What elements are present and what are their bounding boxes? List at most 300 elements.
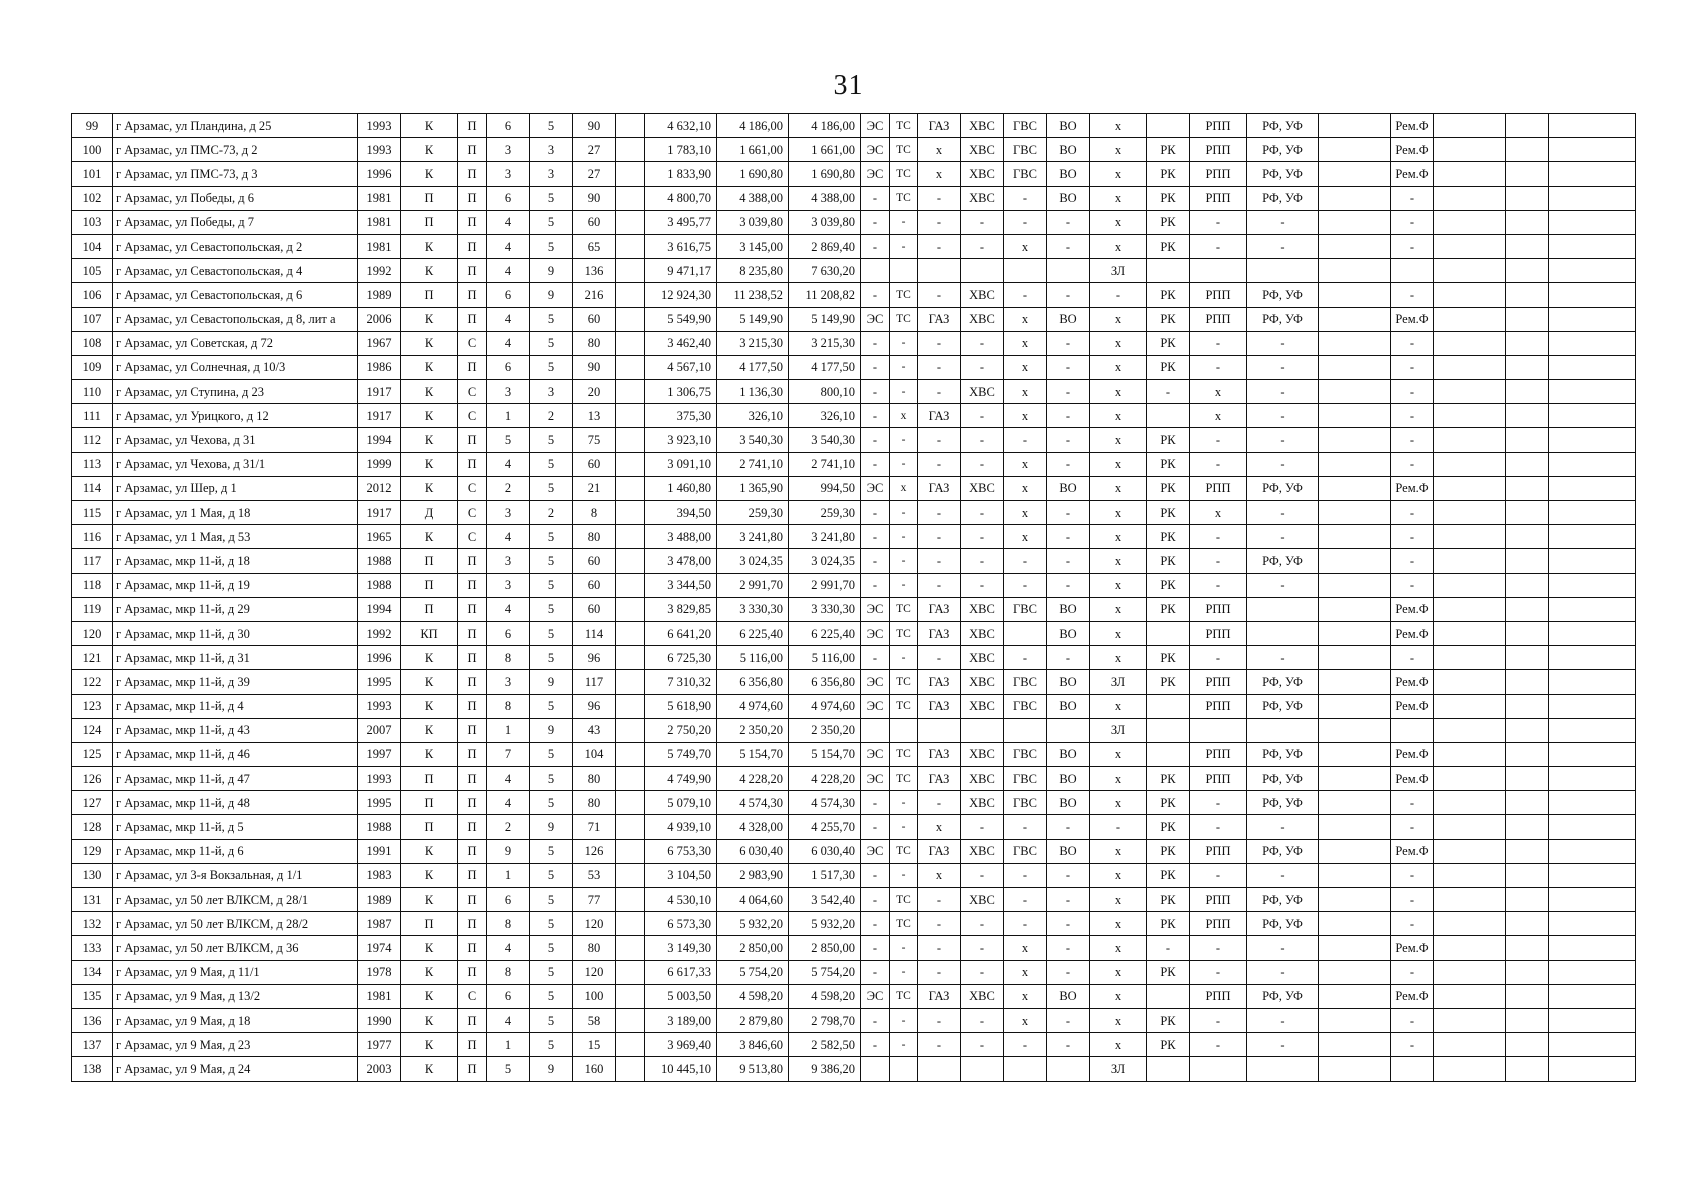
cell-c24 xyxy=(1434,162,1506,186)
cell-c6: 5 xyxy=(530,984,573,1008)
cell-rf: - xyxy=(1247,960,1319,984)
cell-area_3: 7 630,20 xyxy=(789,259,861,283)
cell-area_2: 9 513,80 xyxy=(717,1057,789,1081)
cell-c6: 5 xyxy=(530,863,573,887)
table-row xyxy=(72,259,1636,283)
cell-area_total: 4 567,10 xyxy=(645,355,717,379)
cell-c22 xyxy=(1319,331,1391,355)
cell-c6: 5 xyxy=(530,355,573,379)
table-row xyxy=(72,621,1636,645)
cell-rem: Рем.Ф xyxy=(1391,670,1434,694)
cell-rem: - xyxy=(1391,863,1434,887)
cell-gaz: - xyxy=(918,452,961,476)
cell-c4: П xyxy=(458,646,487,670)
cell-rk xyxy=(1147,259,1190,283)
cell-c26 xyxy=(1549,984,1636,1008)
cell-no: 99 xyxy=(72,114,113,138)
cell-es: - xyxy=(861,234,890,258)
cell-area_2: 4 974,60 xyxy=(717,694,789,718)
cell-c25 xyxy=(1506,742,1549,766)
cell-c24 xyxy=(1434,888,1506,912)
cell-vo xyxy=(1047,259,1090,283)
cell-gaz: - xyxy=(918,1008,961,1032)
cell-es: - xyxy=(861,888,890,912)
cell-area_2: 4 177,50 xyxy=(717,355,789,379)
cell-address: г Арзамас, ул Севастопольская, д 2 xyxy=(113,234,358,258)
cell-year: 1993 xyxy=(358,694,401,718)
cell-rem xyxy=(1391,259,1434,283)
cell-no: 136 xyxy=(72,1008,113,1032)
cell-vo: - xyxy=(1047,404,1090,428)
cell-area_total: 3 091,10 xyxy=(645,452,717,476)
cell-rf: РФ, УФ xyxy=(1247,114,1319,138)
cell-area_3: 2 798,70 xyxy=(789,1008,861,1032)
cell-area_3: 3 330,30 xyxy=(789,597,861,621)
cell-c24 xyxy=(1434,549,1506,573)
cell-hvs: ХВС xyxy=(961,839,1004,863)
cell-hvs: ХВС xyxy=(961,283,1004,307)
cell-area_3: 5 116,00 xyxy=(789,646,861,670)
cell-c6: 5 xyxy=(530,839,573,863)
cell-gaz: х xyxy=(918,863,961,887)
cell-c25 xyxy=(1506,888,1549,912)
cell-rf: РФ, УФ xyxy=(1247,984,1319,1008)
cell-vo: - xyxy=(1047,331,1090,355)
cell-rem: Рем.Ф xyxy=(1391,138,1434,162)
cell-area_2: 5 149,90 xyxy=(717,307,789,331)
cell-rpp: РПП xyxy=(1190,621,1247,645)
cell-vo: - xyxy=(1047,428,1090,452)
cell-c24 xyxy=(1434,791,1506,815)
cell-area_3: 5 154,70 xyxy=(789,742,861,766)
cell-no: 108 xyxy=(72,331,113,355)
cell-address: г Арзамас, ул 9 Мая, д 11/1 xyxy=(113,960,358,984)
cell-c4: П xyxy=(458,210,487,234)
cell-c5: 3 xyxy=(487,573,530,597)
cell-c8 xyxy=(616,742,645,766)
cell-ts: - xyxy=(890,380,918,404)
cell-c22 xyxy=(1319,670,1391,694)
cell-m: х xyxy=(1090,791,1147,815)
cell-address: г Арзамас, ул Севастопольская, д 4 xyxy=(113,259,358,283)
cell-area_3: 3 039,80 xyxy=(789,210,861,234)
cell-c5: 8 xyxy=(487,960,530,984)
table-row xyxy=(72,936,1636,960)
table-row xyxy=(72,767,1636,791)
cell-no: 103 xyxy=(72,210,113,234)
cell-es: ЭС xyxy=(861,597,890,621)
cell-area_3: 9 386,20 xyxy=(789,1057,861,1081)
cell-c22 xyxy=(1319,428,1391,452)
cell-year: 1978 xyxy=(358,960,401,984)
cell-ts: - xyxy=(890,815,918,839)
cell-c22 xyxy=(1319,501,1391,525)
cell-c3: К xyxy=(401,1033,458,1057)
cell-c25 xyxy=(1506,380,1549,404)
cell-area_total: 10 445,10 xyxy=(645,1057,717,1081)
cell-rem: Рем.Ф xyxy=(1391,767,1434,791)
cell-rem: Рем.Ф xyxy=(1391,597,1434,621)
cell-no: 132 xyxy=(72,912,113,936)
cell-c4: П xyxy=(458,186,487,210)
cell-area_3: 5 932,20 xyxy=(789,912,861,936)
cell-c7: 71 xyxy=(573,815,616,839)
cell-area_3: 4 255,70 xyxy=(789,815,861,839)
cell-c6: 5 xyxy=(530,791,573,815)
cell-area_total: 7 310,32 xyxy=(645,670,717,694)
cell-rpp: - xyxy=(1190,791,1247,815)
table-row xyxy=(72,210,1636,234)
cell-hvs: - xyxy=(961,1033,1004,1057)
cell-m: х xyxy=(1090,452,1147,476)
cell-c26 xyxy=(1549,307,1636,331)
cell-m: х xyxy=(1090,525,1147,549)
cell-c3: КП xyxy=(401,621,458,645)
cell-m: х xyxy=(1090,210,1147,234)
cell-c25 xyxy=(1506,912,1549,936)
cell-c8 xyxy=(616,936,645,960)
cell-rf: РФ, УФ xyxy=(1247,549,1319,573)
cell-c3: П xyxy=(401,767,458,791)
table-row xyxy=(72,380,1636,404)
cell-c4: С xyxy=(458,380,487,404)
cell-c25 xyxy=(1506,452,1549,476)
cell-area_2: 3 145,00 xyxy=(717,234,789,258)
cell-c8 xyxy=(616,984,645,1008)
cell-area_2: 3 330,30 xyxy=(717,597,789,621)
cell-es xyxy=(861,1057,890,1081)
table-row xyxy=(72,791,1636,815)
cell-c7: 80 xyxy=(573,331,616,355)
cell-area_2: 5 116,00 xyxy=(717,646,789,670)
cell-c5: 5 xyxy=(487,428,530,452)
cell-area_3: 326,10 xyxy=(789,404,861,428)
cell-c25 xyxy=(1506,525,1549,549)
cell-rem: - xyxy=(1391,525,1434,549)
cell-c3: К xyxy=(401,1057,458,1081)
cell-rpp: РПП xyxy=(1190,888,1247,912)
cell-c3: К xyxy=(401,404,458,428)
cell-year: 1917 xyxy=(358,501,401,525)
cell-c5: 1 xyxy=(487,404,530,428)
cell-area_3: 3 542,40 xyxy=(789,888,861,912)
cell-ts: ТС xyxy=(890,694,918,718)
cell-c22 xyxy=(1319,912,1391,936)
cell-c8 xyxy=(616,355,645,379)
cell-c25 xyxy=(1506,186,1549,210)
cell-c4: С xyxy=(458,525,487,549)
cell-es: ЭС xyxy=(861,670,890,694)
cell-hvs: - xyxy=(961,960,1004,984)
cell-c3: П xyxy=(401,791,458,815)
cell-c6: 9 xyxy=(530,283,573,307)
cell-c3: К xyxy=(401,162,458,186)
cell-address: г Арзамас, ул Пландина, д 25 xyxy=(113,114,358,138)
cell-vo: - xyxy=(1047,936,1090,960)
cell-c24 xyxy=(1434,210,1506,234)
cell-gaz: - xyxy=(918,210,961,234)
cell-c7: 20 xyxy=(573,380,616,404)
cell-m: х xyxy=(1090,1033,1147,1057)
cell-c25 xyxy=(1506,114,1549,138)
cell-address: г Арзамас, ул 3-я Вокзальная, д 1/1 xyxy=(113,863,358,887)
cell-area_total: 5 618,90 xyxy=(645,694,717,718)
cell-c26 xyxy=(1549,404,1636,428)
cell-c7: 96 xyxy=(573,646,616,670)
cell-address: г Арзамас, ул Чехова, д 31/1 xyxy=(113,452,358,476)
cell-c8 xyxy=(616,307,645,331)
cell-area_total: 12 924,30 xyxy=(645,283,717,307)
cell-c4: С xyxy=(458,501,487,525)
cell-c26 xyxy=(1549,888,1636,912)
cell-c26 xyxy=(1549,694,1636,718)
cell-c4: С xyxy=(458,331,487,355)
table-row xyxy=(72,597,1636,621)
cell-c3: К xyxy=(401,839,458,863)
cell-c8 xyxy=(616,476,645,500)
cell-c3: К xyxy=(401,355,458,379)
cell-c8 xyxy=(616,1008,645,1032)
cell-c7: 27 xyxy=(573,138,616,162)
cell-rk xyxy=(1147,718,1190,742)
cell-vo: - xyxy=(1047,573,1090,597)
cell-rem: Рем.Ф xyxy=(1391,694,1434,718)
cell-c3: К xyxy=(401,307,458,331)
cell-c22 xyxy=(1319,1057,1391,1081)
table-row xyxy=(72,162,1636,186)
cell-ts xyxy=(890,259,918,283)
cell-vo: ВО xyxy=(1047,670,1090,694)
cell-area_total: 3 344,50 xyxy=(645,573,717,597)
cell-rpp: - xyxy=(1190,646,1247,670)
cell-hvs: ХВС xyxy=(961,646,1004,670)
cell-gaz: ГАЗ xyxy=(918,597,961,621)
cell-c4: П xyxy=(458,815,487,839)
cell-rk: РК xyxy=(1147,863,1190,887)
cell-year: 1999 xyxy=(358,452,401,476)
table-row xyxy=(72,331,1636,355)
cell-rf: РФ, УФ xyxy=(1247,912,1319,936)
cell-c8 xyxy=(616,501,645,525)
cell-area_total: 3 829,85 xyxy=(645,597,717,621)
cell-year: 1981 xyxy=(358,210,401,234)
cell-gaz: х xyxy=(918,815,961,839)
cell-no: 105 xyxy=(72,259,113,283)
table-row xyxy=(72,501,1636,525)
cell-es: - xyxy=(861,912,890,936)
cell-rpp: - xyxy=(1190,525,1247,549)
cell-rk: РК xyxy=(1147,670,1190,694)
cell-year: 1991 xyxy=(358,839,401,863)
cell-hvs: - xyxy=(961,863,1004,887)
cell-c5: 4 xyxy=(487,234,530,258)
cell-hvs: - xyxy=(961,210,1004,234)
cell-area_2: 8 235,80 xyxy=(717,259,789,283)
cell-rem: - xyxy=(1391,452,1434,476)
cell-c25 xyxy=(1506,767,1549,791)
cell-c22 xyxy=(1319,1033,1391,1057)
cell-m: х xyxy=(1090,138,1147,162)
cell-c8 xyxy=(616,888,645,912)
cell-hvs: ХВС xyxy=(961,162,1004,186)
cell-area_2: 6 030,40 xyxy=(717,839,789,863)
cell-es: - xyxy=(861,355,890,379)
cell-year: 1986 xyxy=(358,355,401,379)
cell-rem: Рем.Ф xyxy=(1391,984,1434,1008)
cell-rf: РФ, УФ xyxy=(1247,839,1319,863)
cell-m: х xyxy=(1090,162,1147,186)
cell-c26 xyxy=(1549,380,1636,404)
cell-c8 xyxy=(616,718,645,742)
cell-rk: РК xyxy=(1147,186,1190,210)
cell-c25 xyxy=(1506,863,1549,887)
cell-c5: 6 xyxy=(487,888,530,912)
cell-c8 xyxy=(616,839,645,863)
cell-area_2: 2 991,70 xyxy=(717,573,789,597)
cell-no: 127 xyxy=(72,791,113,815)
cell-c22 xyxy=(1319,186,1391,210)
cell-rf: РФ, УФ xyxy=(1247,767,1319,791)
cell-hvs: ХВС xyxy=(961,380,1004,404)
cell-rk: РК xyxy=(1147,960,1190,984)
cell-address: г Арзамас, ул Победы, д 7 xyxy=(113,210,358,234)
cell-rem: - xyxy=(1391,380,1434,404)
cell-c26 xyxy=(1549,452,1636,476)
cell-rpp: РПП xyxy=(1190,114,1247,138)
cell-c5: 8 xyxy=(487,694,530,718)
cell-ts xyxy=(890,718,918,742)
cell-c5: 4 xyxy=(487,210,530,234)
cell-no: 104 xyxy=(72,234,113,258)
cell-address: г Арзамас, мкр 11-й, д 19 xyxy=(113,573,358,597)
cell-gaz: ГАЗ xyxy=(918,742,961,766)
cell-c3: К xyxy=(401,525,458,549)
cell-address: г Арзамас, ул 1 Мая, д 53 xyxy=(113,525,358,549)
cell-c3: К xyxy=(401,742,458,766)
cell-address: г Арзамас, мкр 11-й, д 46 xyxy=(113,742,358,766)
cell-c4: П xyxy=(458,1057,487,1081)
cell-c7: 120 xyxy=(573,912,616,936)
cell-rf: РФ, УФ xyxy=(1247,186,1319,210)
cell-address: г Арзамас, ул 1 Мая, д 18 xyxy=(113,501,358,525)
cell-c7: 65 xyxy=(573,234,616,258)
cell-c26 xyxy=(1549,259,1636,283)
cell-c8 xyxy=(616,452,645,476)
cell-no: 125 xyxy=(72,742,113,766)
cell-area_2: 5 932,20 xyxy=(717,912,789,936)
cell-year: 1967 xyxy=(358,331,401,355)
cell-ts: ТС xyxy=(890,186,918,210)
cell-no: 138 xyxy=(72,1057,113,1081)
cell-gvs xyxy=(1004,718,1047,742)
table-row xyxy=(72,815,1636,839)
cell-address: г Арзамас, ул Севастопольская, д 8, лит а xyxy=(113,307,358,331)
cell-rk: РК xyxy=(1147,307,1190,331)
cell-c4: П xyxy=(458,621,487,645)
cell-rpp xyxy=(1190,718,1247,742)
cell-c3: П xyxy=(401,283,458,307)
cell-c24 xyxy=(1434,1057,1506,1081)
cell-gvs: - xyxy=(1004,210,1047,234)
cell-c4: П xyxy=(458,742,487,766)
cell-c22 xyxy=(1319,114,1391,138)
cell-address: г Арзамас, ул ПМС-73, д 3 xyxy=(113,162,358,186)
cell-es: ЭС xyxy=(861,767,890,791)
cell-c24 xyxy=(1434,476,1506,500)
cell-c25 xyxy=(1506,1057,1549,1081)
cell-c22 xyxy=(1319,791,1391,815)
cell-gvs: х xyxy=(1004,525,1047,549)
cell-rf xyxy=(1247,259,1319,283)
cell-es: ЭС xyxy=(861,839,890,863)
cell-gaz: ГАЗ xyxy=(918,114,961,138)
cell-c7: 136 xyxy=(573,259,616,283)
table-row xyxy=(72,888,1636,912)
cell-rf: - xyxy=(1247,355,1319,379)
cell-c22 xyxy=(1319,960,1391,984)
cell-gvs: ГВС xyxy=(1004,767,1047,791)
cell-c24 xyxy=(1434,501,1506,525)
cell-gaz: - xyxy=(918,355,961,379)
cell-rpp: РПП xyxy=(1190,186,1247,210)
cell-c24 xyxy=(1434,138,1506,162)
cell-rem: - xyxy=(1391,888,1434,912)
cell-rf xyxy=(1247,621,1319,645)
cell-area_3: 1 690,80 xyxy=(789,162,861,186)
cell-c3: П xyxy=(401,597,458,621)
cell-rf: РФ, УФ xyxy=(1247,888,1319,912)
cell-year: 1993 xyxy=(358,138,401,162)
cell-rk: - xyxy=(1147,936,1190,960)
cell-c6: 5 xyxy=(530,476,573,500)
cell-c26 xyxy=(1549,549,1636,573)
cell-c26 xyxy=(1549,234,1636,258)
cell-rem: Рем.Ф xyxy=(1391,621,1434,645)
cell-gvs xyxy=(1004,621,1047,645)
cell-gvs xyxy=(1004,1057,1047,1081)
cell-c3: К xyxy=(401,670,458,694)
cell-area_3: 800,10 xyxy=(789,380,861,404)
cell-rpp: РПП xyxy=(1190,162,1247,186)
cell-ts: - xyxy=(890,331,918,355)
cell-gaz: ГАЗ xyxy=(918,476,961,500)
cell-c6: 5 xyxy=(530,452,573,476)
cell-area_2: 1 661,00 xyxy=(717,138,789,162)
cell-no: 101 xyxy=(72,162,113,186)
cell-c7: 43 xyxy=(573,718,616,742)
cell-vo: ВО xyxy=(1047,186,1090,210)
cell-vo: ВО xyxy=(1047,984,1090,1008)
cell-c3: П xyxy=(401,210,458,234)
cell-rem: - xyxy=(1391,912,1434,936)
table-row xyxy=(72,839,1636,863)
cell-c3: К xyxy=(401,452,458,476)
cell-area_total: 1 460,80 xyxy=(645,476,717,500)
cell-es: ЭС xyxy=(861,694,890,718)
cell-rpp: - xyxy=(1190,331,1247,355)
cell-area_total: 4 749,90 xyxy=(645,767,717,791)
table-row xyxy=(72,742,1636,766)
cell-rk xyxy=(1147,404,1190,428)
cell-c7: 90 xyxy=(573,355,616,379)
cell-c25 xyxy=(1506,573,1549,597)
cell-year: 2003 xyxy=(358,1057,401,1081)
cell-gaz: ГАЗ xyxy=(918,839,961,863)
cell-c24 xyxy=(1434,670,1506,694)
cell-m: х xyxy=(1090,694,1147,718)
cell-c26 xyxy=(1549,839,1636,863)
table-row xyxy=(72,984,1636,1008)
